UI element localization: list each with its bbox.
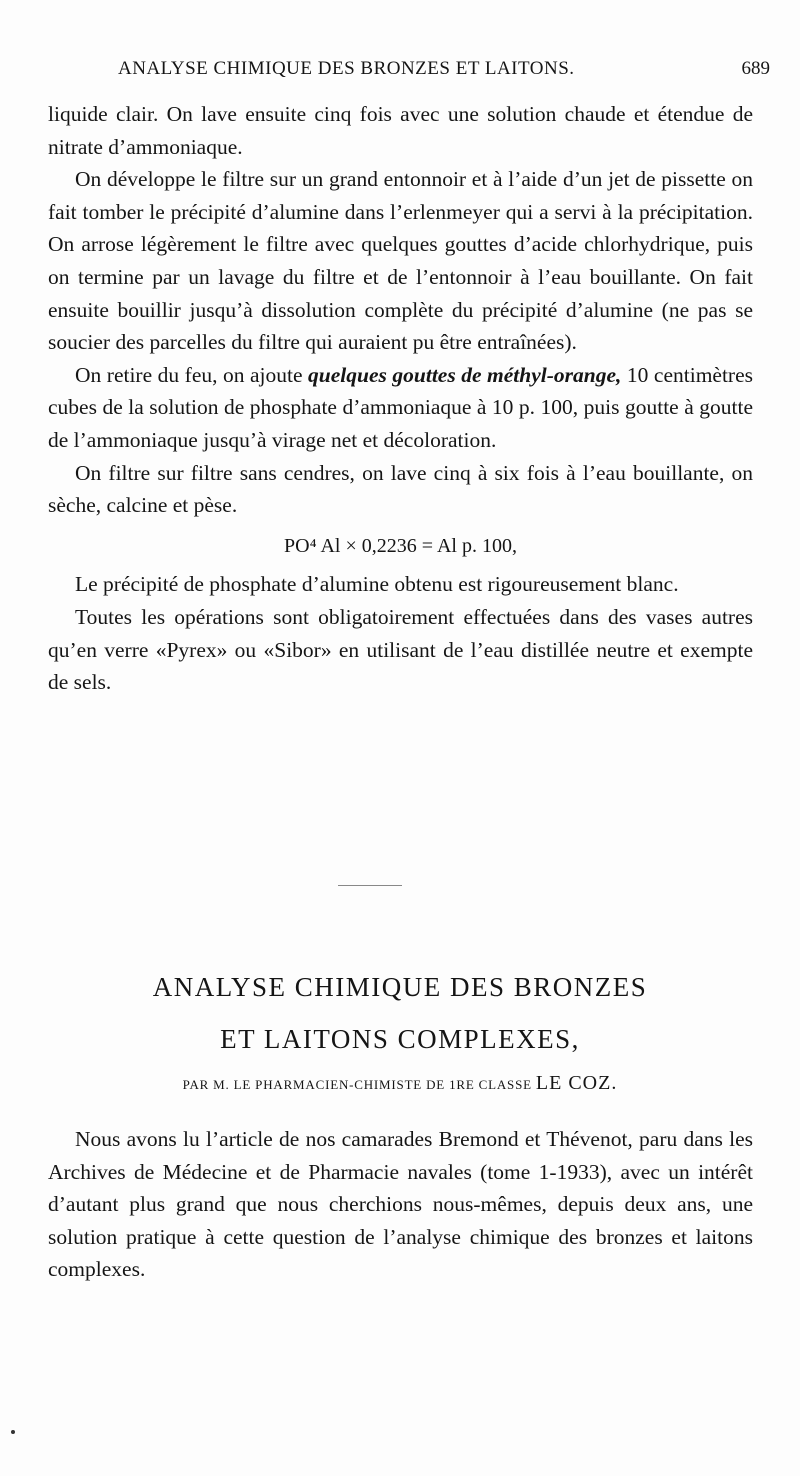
section-divider bbox=[338, 885, 402, 886]
article-intro: Nous avons lu l’article de nos camarades Bremond et Thévenot, paru dans les Archives de Médecine et de Pharmacie navales (tome 1-1933), avec un intérêt d’autant plus grand que nous cherchions nous-mêmes, depuis deux ans, une solution pratique à cette question de l’analyse chimique des bronzes et laitons complexes. bbox=[48, 1127, 753, 1282]
formula: PO⁴ Al × 0,2236 = Al p. 100, bbox=[284, 534, 517, 557]
paragraph-3 bbox=[48, 359, 753, 457]
paragraph-5: Le précipité de phosphate d’alumine obtenu est rigoureusement blanc. bbox=[75, 572, 679, 597]
article-title-line-1: ANALYSE CHIMIQUE DES BRONZES bbox=[152, 972, 648, 1002]
article-body bbox=[48, 1123, 753, 1286]
paragraph-4: On filtre sur filtre sans cendres, on lave cinq à six fois à l’eau bouillante, on sèche, calcine et pèse. bbox=[48, 460, 753, 518]
margin-dot bbox=[11, 1430, 15, 1434]
paragraph-2: On développe le filtre sur un grand entonnoir et à l’aide d’un jet de pissette on fait tomber le précipité d’alumine dans l’erlenmeyer qui a servi à la précipitation. On arrose légèrement le filtre avec quelques gouttes d’acide chlorhydrique, puis on termine par un lavage du filtre et de l’entonnoir à l’eau bouillante. On fait ensuite bouillir jusqu’à dissolution complète du précipité d’alumine (ne pas se soucier des parcelles du filtre qui auraient pu être entraînées). bbox=[48, 167, 753, 355]
section-body bbox=[48, 98, 753, 699]
byline-prefix: PAR M. LE PHARMACIEN-CHIMISTE DE 1RE CLASSE bbox=[182, 1077, 532, 1092]
byline-author: LE COZ. bbox=[535, 1072, 618, 1094]
running-title: ANALYSE CHIMIQUE DES BRONZES ET LAITONS. bbox=[118, 58, 575, 79]
paragraph-6: Toutes les opérations sont obligatoirement effectuées dans des vases autres qu’en verre «Pyrex» ou «Sibor» en utilisant de l’eau distillée neutre et exempte de sels. bbox=[48, 604, 753, 695]
paragraph-3-italic: quelques gouttes de méthyl-orange, bbox=[308, 362, 622, 387]
page-number: 689 bbox=[741, 58, 770, 79]
running-header bbox=[48, 58, 770, 88]
article-title-line-2: ET LAITONS COMPLEXES, bbox=[220, 1024, 580, 1054]
paragraph-3-start: On retire du feu, on ajoute bbox=[75, 362, 309, 387]
byline bbox=[0, 1072, 800, 1095]
paragraph-3-end: 10 centimètres cubes de la solution de phosphate d’ammoniaque à 10 p. 100, puis goutte à goutte de l’ammoniaque jusqu’à virage net et décoloration. bbox=[48, 362, 753, 452]
paragraph-1: liquide clair. On lave ensuite cinq fois avec une solution chaude et étendue de nitrate d’ammoniaque. bbox=[48, 102, 753, 159]
